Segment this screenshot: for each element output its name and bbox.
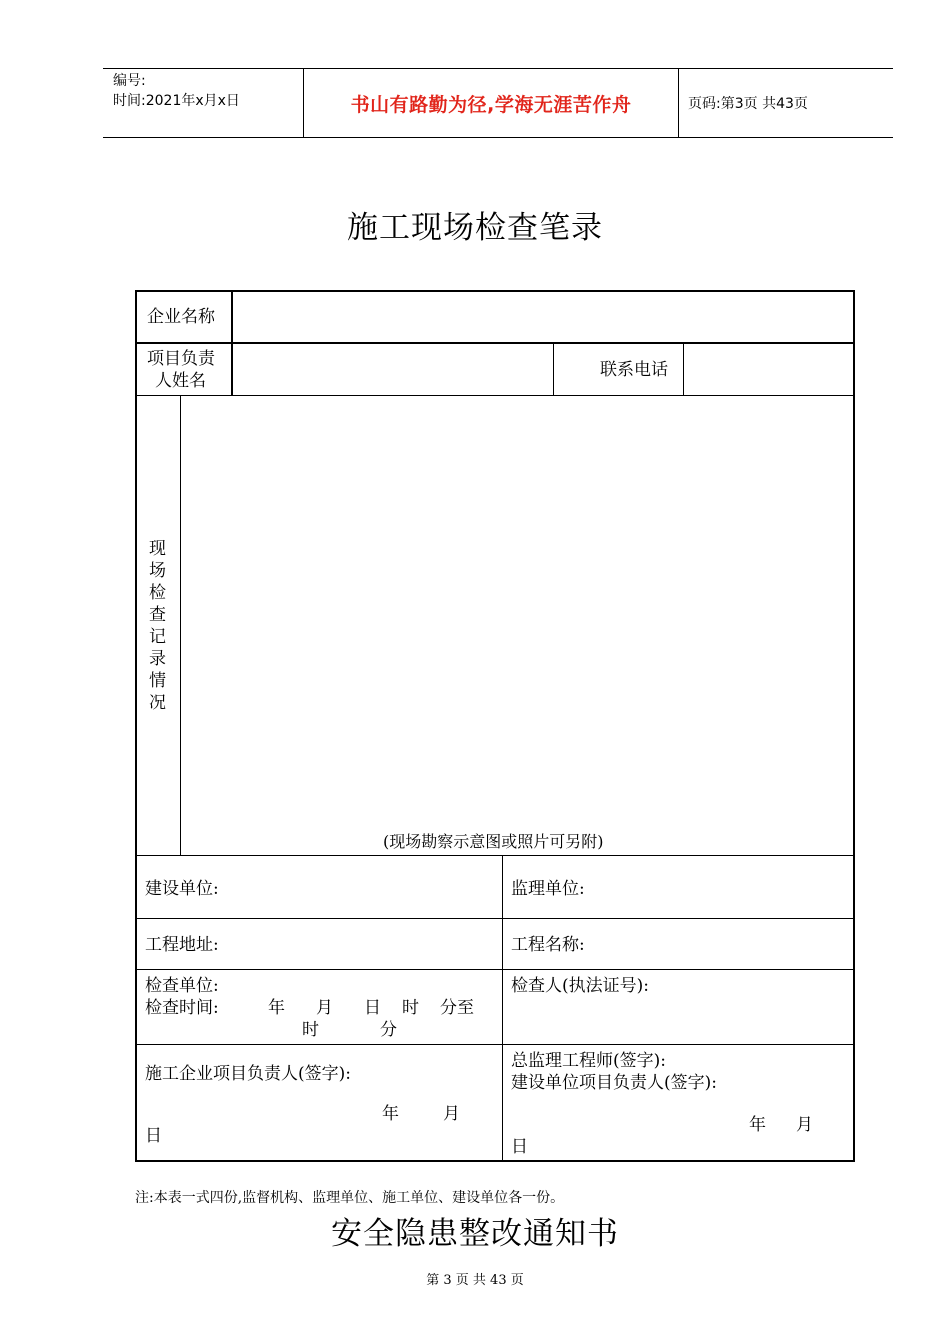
inspection-unit-label: 检查单位: [145,976,219,996]
record-label-char: 录 [149,649,166,669]
right-date-year: 年 [749,1115,766,1135]
header-motto: 书山有路勤为径,学海无涯苦作舟 [303,69,679,137]
left-date-year: 年 [382,1104,399,1124]
row-divider [137,969,853,970]
pm-name-label-line2: 人姓名 [155,371,206,391]
document-title: 施工现场检查笔录 [347,210,603,246]
header-meta [103,69,303,137]
time-to: 分至 [440,998,474,1018]
record-hint: (现场勘察示意图或照片可另附) [383,832,604,851]
pm-name-field[interactable] [233,344,553,395]
header-page-info: 页码:第3页 共43页 [688,96,808,112]
record-label-char: 查 [149,605,166,625]
construction-unit-label: 建设单位: [145,879,219,899]
chief-supervisor-sign-label: 总监理工程师(签字): [511,1051,666,1071]
time-minute-2: 分 [380,1020,397,1040]
left-date-month: 月 [443,1104,460,1124]
phone-field[interactable] [684,344,853,395]
supervision-unit-label: 监理单位: [511,879,585,899]
row-divider [137,918,853,919]
time-day: 日 [364,998,381,1018]
record-label-char: 况 [149,693,166,713]
right-date-month: 月 [796,1115,813,1135]
next-section-title: 安全隐患整改通知书 [331,1216,619,1252]
record-situation-label [149,538,169,714]
left-date-day: 日 [145,1126,162,1146]
record-label-char: 记 [149,627,166,647]
time-hour-2: 时 [302,1020,319,1040]
col-divider [502,856,503,1160]
inspection-time-label: 检查时间: [145,998,219,1018]
right-date-day: 日 [511,1137,528,1157]
row-divider [137,1044,853,1045]
owner-pm-sign-label: 建设单位项目负责人(签字): [511,1073,717,1093]
time-month: 月 [316,998,333,1018]
row-divider [137,855,853,856]
record-label-char: 情 [149,671,166,691]
time-hour: 时 [402,998,419,1018]
record-label-char: 检 [149,583,166,603]
record-situation-field[interactable] [181,396,853,855]
company-name-field[interactable] [233,292,853,342]
pm-name-label-line1: 项目负责 [147,349,215,369]
contractor-pm-sign-label: 施工企业项目负责人(签字): [145,1064,351,1084]
document-time-label: 时间:2021年x月x日 [113,93,240,109]
project-name-label: 工程名称: [511,935,585,955]
document-number-label: 编号: [113,73,146,89]
phone-label: 联系电话 [600,360,668,380]
company-name-label: 企业名称 [147,307,215,327]
record-label-char: 现 [149,539,166,559]
record-label-char: 场 [149,561,166,581]
project-address-label: 工程地址: [145,935,219,955]
col-divider [553,344,554,395]
form-note: 注:本表一式四份,监督机构、监理单位、施工单位、建设单位各一份。 [135,1190,565,1206]
page-footer: 第 3 页 共 43 页 [426,1273,524,1288]
inspector-label: 检查人(执法证号): [511,976,649,996]
time-year: 年 [268,998,285,1018]
page-header [103,68,893,138]
inspection-record-form [135,290,855,1162]
